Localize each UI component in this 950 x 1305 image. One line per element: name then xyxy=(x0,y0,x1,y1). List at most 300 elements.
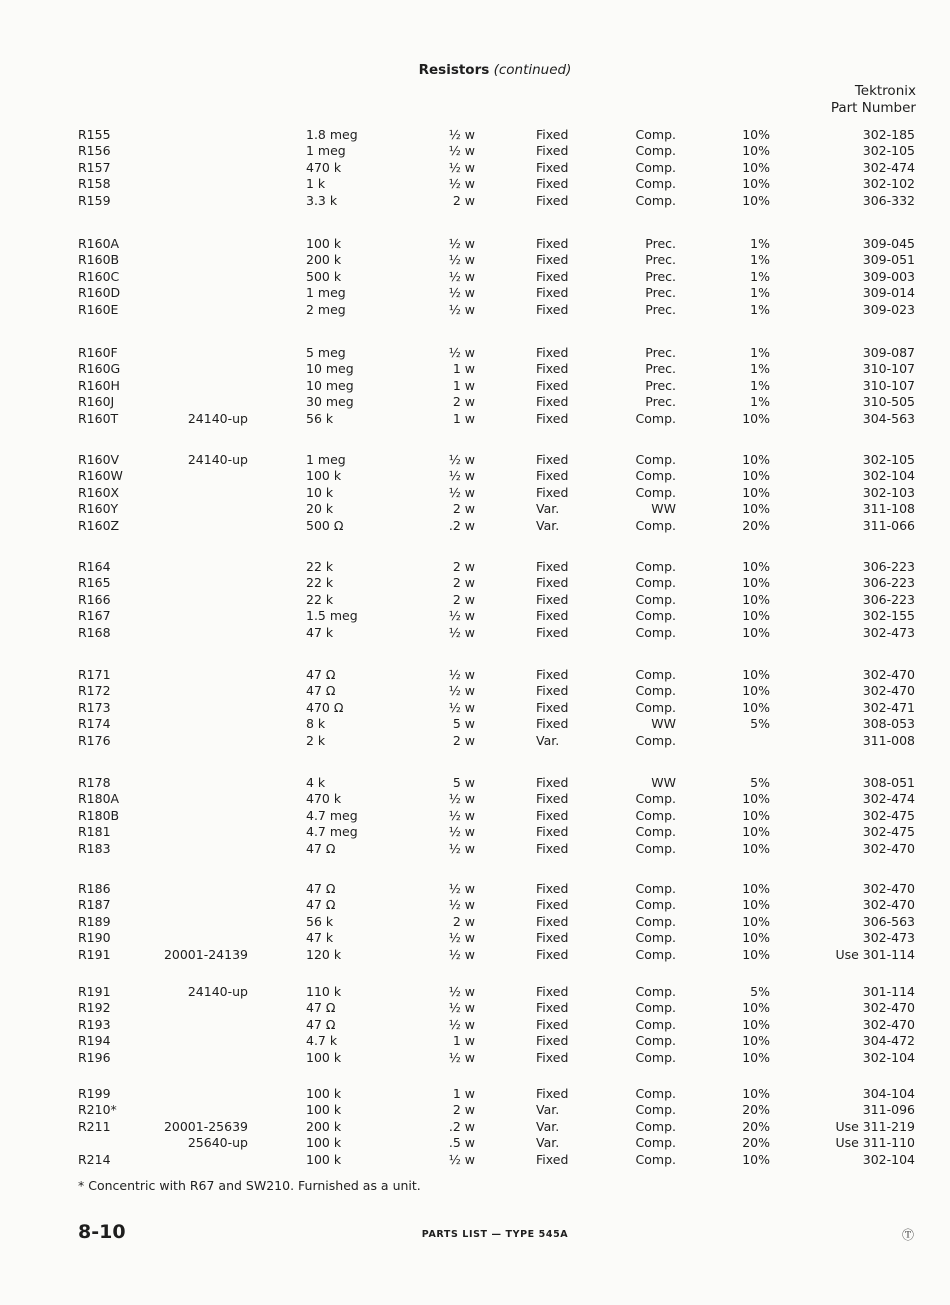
resistor-material: Comp. xyxy=(635,559,676,574)
circuit-number: R172 xyxy=(78,683,111,699)
table-row xyxy=(0,1151,950,1168)
tolerance: 10% xyxy=(742,484,770,500)
part-number: 302-470 xyxy=(862,881,915,896)
wattage: ½ w xyxy=(448,1000,475,1016)
circuit-number: R180A xyxy=(78,791,120,807)
footnote: * Concentric with R67 and SW210. Furnished as a unit. xyxy=(78,1178,421,1193)
circuit-number: R160W xyxy=(78,468,123,484)
wattage: 1 w xyxy=(452,377,475,393)
resistance-value: 22 k xyxy=(306,591,334,607)
resistance-value: 1 meg xyxy=(306,452,346,467)
table-row xyxy=(0,999,950,1016)
table-row xyxy=(0,840,950,857)
table-row xyxy=(0,896,950,913)
resistor-material: Comp. xyxy=(635,1049,676,1065)
table-row xyxy=(0,666,950,683)
tolerance: 10% xyxy=(742,575,770,591)
resistor-type: Fixed xyxy=(536,897,569,913)
resistance-value: 8 k xyxy=(306,716,326,732)
part-number: 302-104 xyxy=(862,1049,915,1065)
tolerance: 1% xyxy=(750,361,770,377)
resistance-value: 10 meg xyxy=(306,361,354,377)
wattage: 2 w xyxy=(452,559,475,574)
table-row xyxy=(0,235,950,252)
header-line-2: Part Number xyxy=(830,100,916,116)
resistor-material: Comp. xyxy=(635,192,676,208)
circuit-number: R166 xyxy=(78,591,111,607)
tolerance: 20% xyxy=(742,1135,770,1151)
wattage: .2 w xyxy=(448,517,475,533)
tolerance: 10% xyxy=(742,176,770,192)
tolerance: 10% xyxy=(742,452,770,467)
resistor-material: Prec. xyxy=(645,285,676,301)
part-number: 311-108 xyxy=(862,501,915,517)
resistor-material: Comp. xyxy=(635,591,676,607)
resistor-material: Comp. xyxy=(635,1016,676,1032)
resistance-value: 100 k xyxy=(306,468,342,484)
table-row xyxy=(0,500,950,517)
serial-range: 25640-up xyxy=(187,1135,248,1151)
resistor-type: Fixed xyxy=(536,824,569,840)
resistor-material: Comp. xyxy=(635,1102,676,1118)
wattage: 1 w xyxy=(452,1086,475,1101)
table-row xyxy=(0,159,950,176)
part-number: 311-096 xyxy=(862,1102,915,1118)
wattage: ½ w xyxy=(448,285,475,301)
resistor-type: Fixed xyxy=(536,1016,569,1032)
circuit-number: R156 xyxy=(78,143,111,159)
part-number: 304-563 xyxy=(862,410,915,426)
resistor-material: Comp. xyxy=(635,517,676,533)
part-number: 309-051 xyxy=(862,252,915,268)
resistor-material: Comp. xyxy=(635,468,676,484)
resistor-material: Comp. xyxy=(635,667,676,682)
table-row xyxy=(0,1032,950,1049)
tolerance: 1% xyxy=(750,268,770,284)
tolerance: 10% xyxy=(742,699,770,715)
resistance-value: 20 k xyxy=(306,501,334,517)
part-number: 304-104 xyxy=(862,1086,915,1101)
table-row xyxy=(0,946,950,963)
circuit-number: R160Y xyxy=(78,501,119,517)
part-number: 306-223 xyxy=(862,575,915,591)
wattage: ½ w xyxy=(448,236,475,251)
resistor-material: Prec. xyxy=(645,377,676,393)
tolerance: 10% xyxy=(742,608,770,624)
tolerance: 1% xyxy=(750,236,770,251)
resistor-material: Comp. xyxy=(635,824,676,840)
resistor-type: Fixed xyxy=(536,946,569,962)
wattage: ½ w xyxy=(448,946,475,962)
table-row xyxy=(0,607,950,624)
wattage: ½ w xyxy=(448,159,475,175)
resistor-type: Fixed xyxy=(536,345,569,360)
table-row xyxy=(0,344,950,361)
wattage: ½ w xyxy=(448,699,475,715)
serial-range: 24140-up xyxy=(187,452,248,467)
circuit-number: R164 xyxy=(78,559,111,574)
wattage: 1 w xyxy=(452,410,475,426)
part-number: 302-475 xyxy=(862,824,915,840)
resistance-value: 10 k xyxy=(306,484,334,500)
resistor-type: Fixed xyxy=(536,1049,569,1065)
part-number: 302-105 xyxy=(862,143,915,159)
circuit-number: R173 xyxy=(78,699,111,715)
table-row xyxy=(0,624,950,641)
part-number: 309-003 xyxy=(862,268,915,284)
circuit-number: R160B xyxy=(78,252,120,268)
wattage: 2 w xyxy=(452,732,475,748)
circuit-number: R160J xyxy=(78,394,115,410)
resistor-type: Fixed xyxy=(536,159,569,175)
part-number: 302-473 xyxy=(862,624,915,640)
wattage: ½ w xyxy=(448,897,475,913)
resistor-type: Fixed xyxy=(536,1033,569,1049)
resistor-material: Comp. xyxy=(635,1033,676,1049)
table-row xyxy=(0,699,950,716)
wattage: .5 w xyxy=(448,1135,475,1151)
part-number: 306-223 xyxy=(862,559,915,574)
part-number-header xyxy=(831,83,916,117)
resistor-material: Comp. xyxy=(635,881,676,896)
resistance-value: 47 Ω xyxy=(306,683,336,699)
resistance-value: 3.3 k xyxy=(306,192,338,208)
resistance-value: 120 k xyxy=(306,946,342,962)
table-row xyxy=(0,823,950,840)
tolerance: 10% xyxy=(742,1086,770,1101)
resistor-material: Comp. xyxy=(635,608,676,624)
resistance-value: 5 meg xyxy=(306,345,346,360)
resistor-material: Comp. xyxy=(635,1086,676,1101)
serial-range: 24140-up xyxy=(187,984,248,999)
resistance-value: 200 k xyxy=(306,252,342,268)
resistor-type: Fixed xyxy=(536,127,569,142)
table-row xyxy=(0,913,950,930)
tolerance: 10% xyxy=(742,1016,770,1032)
resistor-material: Comp. xyxy=(635,699,676,715)
table-row xyxy=(0,732,950,749)
resistor-type: Fixed xyxy=(536,683,569,699)
resistor-material: Comp. xyxy=(635,1151,676,1167)
table-row xyxy=(0,1101,950,1118)
resistance-value: 470 k xyxy=(306,791,342,807)
wattage: 5 w xyxy=(452,716,475,732)
circuit-number: R180B xyxy=(78,807,120,823)
table-row xyxy=(0,360,950,377)
table-row xyxy=(0,1134,950,1151)
resistance-value: 47 Ω xyxy=(306,667,336,682)
wattage: ½ w xyxy=(448,127,475,142)
resistor-type: Fixed xyxy=(536,881,569,896)
resistor-material: Prec. xyxy=(645,236,676,251)
part-number: 302-105 xyxy=(862,452,915,467)
circuit-number: R160E xyxy=(78,301,119,317)
circuit-number: R167 xyxy=(78,608,111,624)
page-number: 8-10 xyxy=(78,1221,126,1243)
part-number: 302-104 xyxy=(862,468,915,484)
table-row xyxy=(0,880,950,897)
resistor-material: Comp. xyxy=(635,410,676,426)
resistor-type: Fixed xyxy=(536,468,569,484)
tolerance: 10% xyxy=(742,192,770,208)
resistance-value: 500 Ω xyxy=(306,517,344,533)
resistor-type: Var. xyxy=(536,517,560,533)
circuit-number: R192 xyxy=(78,1000,111,1016)
tolerance: 20% xyxy=(742,517,770,533)
resistor-type: Fixed xyxy=(536,1086,569,1101)
resistor-material: Comp. xyxy=(635,624,676,640)
part-number: 310-107 xyxy=(862,377,915,393)
tolerance: 10% xyxy=(742,1000,770,1016)
tolerance: 10% xyxy=(742,824,770,840)
resistance-value: 47 Ω xyxy=(306,897,336,913)
tolerance: 10% xyxy=(742,127,770,142)
part-number: 302-470 xyxy=(862,1000,915,1016)
resistance-value: 1 meg xyxy=(306,285,346,301)
circuit-number: R187 xyxy=(78,897,111,913)
wattage: ½ w xyxy=(448,624,475,640)
resistance-value: 47 Ω xyxy=(306,840,336,856)
wattage: 2 w xyxy=(452,501,475,517)
resistor-material: Comp. xyxy=(635,732,676,748)
tolerance: 5% xyxy=(750,984,770,999)
circuit-number: R160V xyxy=(78,452,120,467)
header-line-1: Tektronix xyxy=(854,83,916,99)
resistance-value: 1 meg xyxy=(306,143,346,159)
circuit-number: R155 xyxy=(78,127,111,142)
tolerance: 10% xyxy=(742,913,770,929)
circuit-number: R191 xyxy=(78,946,111,962)
table-row xyxy=(0,929,950,946)
circuit-number: R160A xyxy=(78,236,120,251)
resistor-type: Fixed xyxy=(536,377,569,393)
resistor-material: WW xyxy=(651,775,676,790)
resistance-value: 100 k xyxy=(306,1102,342,1118)
wattage: 5 w xyxy=(452,775,475,790)
table-row xyxy=(0,715,950,732)
resistor-type: Fixed xyxy=(536,301,569,317)
circuit-number: R171 xyxy=(78,667,111,682)
resistor-material: Comp. xyxy=(635,1000,676,1016)
part-number: 309-045 xyxy=(862,236,915,251)
table-row xyxy=(0,393,950,410)
part-number: 301-114 xyxy=(862,984,915,999)
resistor-type: Fixed xyxy=(536,624,569,640)
resistance-value: 100 k xyxy=(306,1086,342,1101)
table-row xyxy=(0,558,950,575)
wattage: 1 w xyxy=(452,361,475,377)
resistance-value: 2 k xyxy=(306,732,326,748)
resistor-type: Var. xyxy=(536,1102,560,1118)
tolerance: 1% xyxy=(750,301,770,317)
resistance-value: 1 k xyxy=(306,176,326,192)
wattage: ½ w xyxy=(448,667,475,682)
resistor-type: Fixed xyxy=(536,930,569,946)
part-number: 302-475 xyxy=(862,807,915,823)
wattage: 2 w xyxy=(452,1102,475,1118)
table-row xyxy=(0,175,950,192)
table-row xyxy=(0,983,950,1000)
table-row xyxy=(0,301,950,318)
serial-range: 20001-25639 xyxy=(163,1118,248,1134)
circuit-number: R191 xyxy=(78,984,111,999)
resistance-value: 4.7 k xyxy=(306,1033,338,1049)
resistor-material: Prec. xyxy=(645,361,676,377)
resistor-material: Comp. xyxy=(635,913,676,929)
wattage: ½ w xyxy=(448,484,475,500)
part-number: 302-185 xyxy=(862,127,915,142)
part-number: 302-473 xyxy=(862,930,915,946)
tolerance: 10% xyxy=(742,501,770,517)
tolerance: 10% xyxy=(742,667,770,682)
part-number: 309-023 xyxy=(862,301,915,317)
wattage: ½ w xyxy=(448,984,475,999)
circuit-number: R168 xyxy=(78,624,111,640)
circuit-number: R189 xyxy=(78,913,111,929)
part-number: 311-066 xyxy=(862,517,915,533)
tektronix-logo-icon: Ⓣ xyxy=(901,1228,914,1242)
resistor-type: Fixed xyxy=(536,1000,569,1016)
resistor-type: Fixed xyxy=(536,913,569,929)
resistor-material: WW xyxy=(651,716,676,732)
part-number: 308-053 xyxy=(862,716,915,732)
tolerance: 10% xyxy=(742,791,770,807)
resistor-material: Comp. xyxy=(635,897,676,913)
resistor-type: Var. xyxy=(536,732,560,748)
table-row xyxy=(0,774,950,791)
part-number: 302-470 xyxy=(862,1016,915,1032)
table-row xyxy=(0,268,950,285)
resistor-type: Fixed xyxy=(536,176,569,192)
serial-range: 20001-24139 xyxy=(163,946,248,962)
resistor-type: Fixed xyxy=(536,268,569,284)
part-number: 311-008 xyxy=(862,732,915,748)
wattage: 2 w xyxy=(452,575,475,591)
resistance-value: 47 Ω xyxy=(306,1016,336,1032)
part-number: 302-103 xyxy=(862,484,915,500)
resistor-material: Comp. xyxy=(635,791,676,807)
circuit-number: R181 xyxy=(78,824,111,840)
circuit-number: R160G xyxy=(78,361,121,377)
part-number: 306-223 xyxy=(862,591,915,607)
resistor-material: Comp. xyxy=(635,452,676,467)
circuit-number: R199 xyxy=(78,1086,111,1101)
circuit-number: R190 xyxy=(78,930,111,946)
resistance-value: 30 meg xyxy=(306,394,354,410)
resistor-type: Fixed xyxy=(536,608,569,624)
resistance-value: 56 k xyxy=(306,913,334,929)
resistor-type: Fixed xyxy=(536,775,569,790)
table-row xyxy=(0,467,950,484)
circuit-number: R178 xyxy=(78,775,111,790)
tolerance: 10% xyxy=(742,143,770,159)
tolerance: 10% xyxy=(742,897,770,913)
title-main: Resistors xyxy=(418,62,490,78)
resistor-type: Fixed xyxy=(536,285,569,301)
tolerance: 5% xyxy=(750,775,770,790)
wattage: 1 w xyxy=(452,1033,475,1049)
wattage: ½ w xyxy=(448,1049,475,1065)
resistor-type: Fixed xyxy=(536,699,569,715)
wattage: ½ w xyxy=(448,268,475,284)
tolerance: 10% xyxy=(742,807,770,823)
tolerance: 10% xyxy=(742,468,770,484)
tolerance: 10% xyxy=(742,591,770,607)
table-row xyxy=(0,807,950,824)
circuit-number: R160T xyxy=(78,410,119,426)
resistance-value: 100 k xyxy=(306,1151,342,1167)
part-number: 302-102 xyxy=(862,176,915,192)
resistor-material: Prec. xyxy=(645,301,676,317)
part-number: 302-470 xyxy=(862,683,915,699)
wattage: ½ w xyxy=(448,840,475,856)
resistor-type: Fixed xyxy=(536,807,569,823)
resistor-type: Var. xyxy=(536,501,560,517)
table-row xyxy=(0,126,950,143)
table-row xyxy=(0,591,950,608)
circuit-number: R157 xyxy=(78,159,111,175)
tolerance: 1% xyxy=(750,377,770,393)
tolerance: 10% xyxy=(742,559,770,574)
table-row xyxy=(0,682,950,699)
part-number: 302-155 xyxy=(862,608,915,624)
circuit-number: R193 xyxy=(78,1016,111,1032)
circuit-number: R160X xyxy=(78,484,120,500)
resistor-type: Var. xyxy=(536,1135,560,1151)
part-number: 302-470 xyxy=(862,897,915,913)
tolerance: 10% xyxy=(742,930,770,946)
resistor-type: Fixed xyxy=(536,143,569,159)
circuit-number: R160C xyxy=(78,268,120,284)
resistor-material: Comp. xyxy=(635,930,676,946)
wattage: 2 w xyxy=(452,591,475,607)
resistor-material: Comp. xyxy=(635,807,676,823)
wattage: 2 w xyxy=(452,394,475,410)
table-row xyxy=(0,1016,950,1033)
wattage: ½ w xyxy=(448,807,475,823)
resistance-value: 100 k xyxy=(306,1049,342,1065)
resistance-value: 22 k xyxy=(306,559,334,574)
part-number: 304-472 xyxy=(862,1033,915,1049)
circuit-number: R176 xyxy=(78,732,111,748)
circuit-number: R211 xyxy=(78,1118,111,1134)
circuit-number: R165 xyxy=(78,575,111,591)
circuit-number: R210* xyxy=(78,1102,117,1118)
resistor-material: Prec. xyxy=(645,252,676,268)
table-row xyxy=(0,451,950,468)
wattage: 2 w xyxy=(452,192,475,208)
resistance-value: 47 Ω xyxy=(306,881,336,896)
table-row xyxy=(0,1049,950,1066)
resistance-value: 470 Ω xyxy=(306,699,344,715)
circuit-number: R194 xyxy=(78,1033,111,1049)
resistor-material: Comp. xyxy=(635,159,676,175)
tolerance: 1% xyxy=(750,394,770,410)
resistor-type: Fixed xyxy=(536,791,569,807)
resistor-type: Fixed xyxy=(536,252,569,268)
circuit-number: R174 xyxy=(78,716,111,732)
part-number: 309-087 xyxy=(862,345,915,360)
tolerance: 10% xyxy=(742,840,770,856)
wattage: ½ w xyxy=(448,881,475,896)
resistor-material: WW xyxy=(651,501,676,517)
wattage: ½ w xyxy=(448,468,475,484)
resistor-material: Comp. xyxy=(635,127,676,142)
table-row xyxy=(0,484,950,501)
tolerance: 1% xyxy=(750,252,770,268)
resistance-value: 200 k xyxy=(306,1118,342,1134)
resistance-value: 10 meg xyxy=(306,377,354,393)
